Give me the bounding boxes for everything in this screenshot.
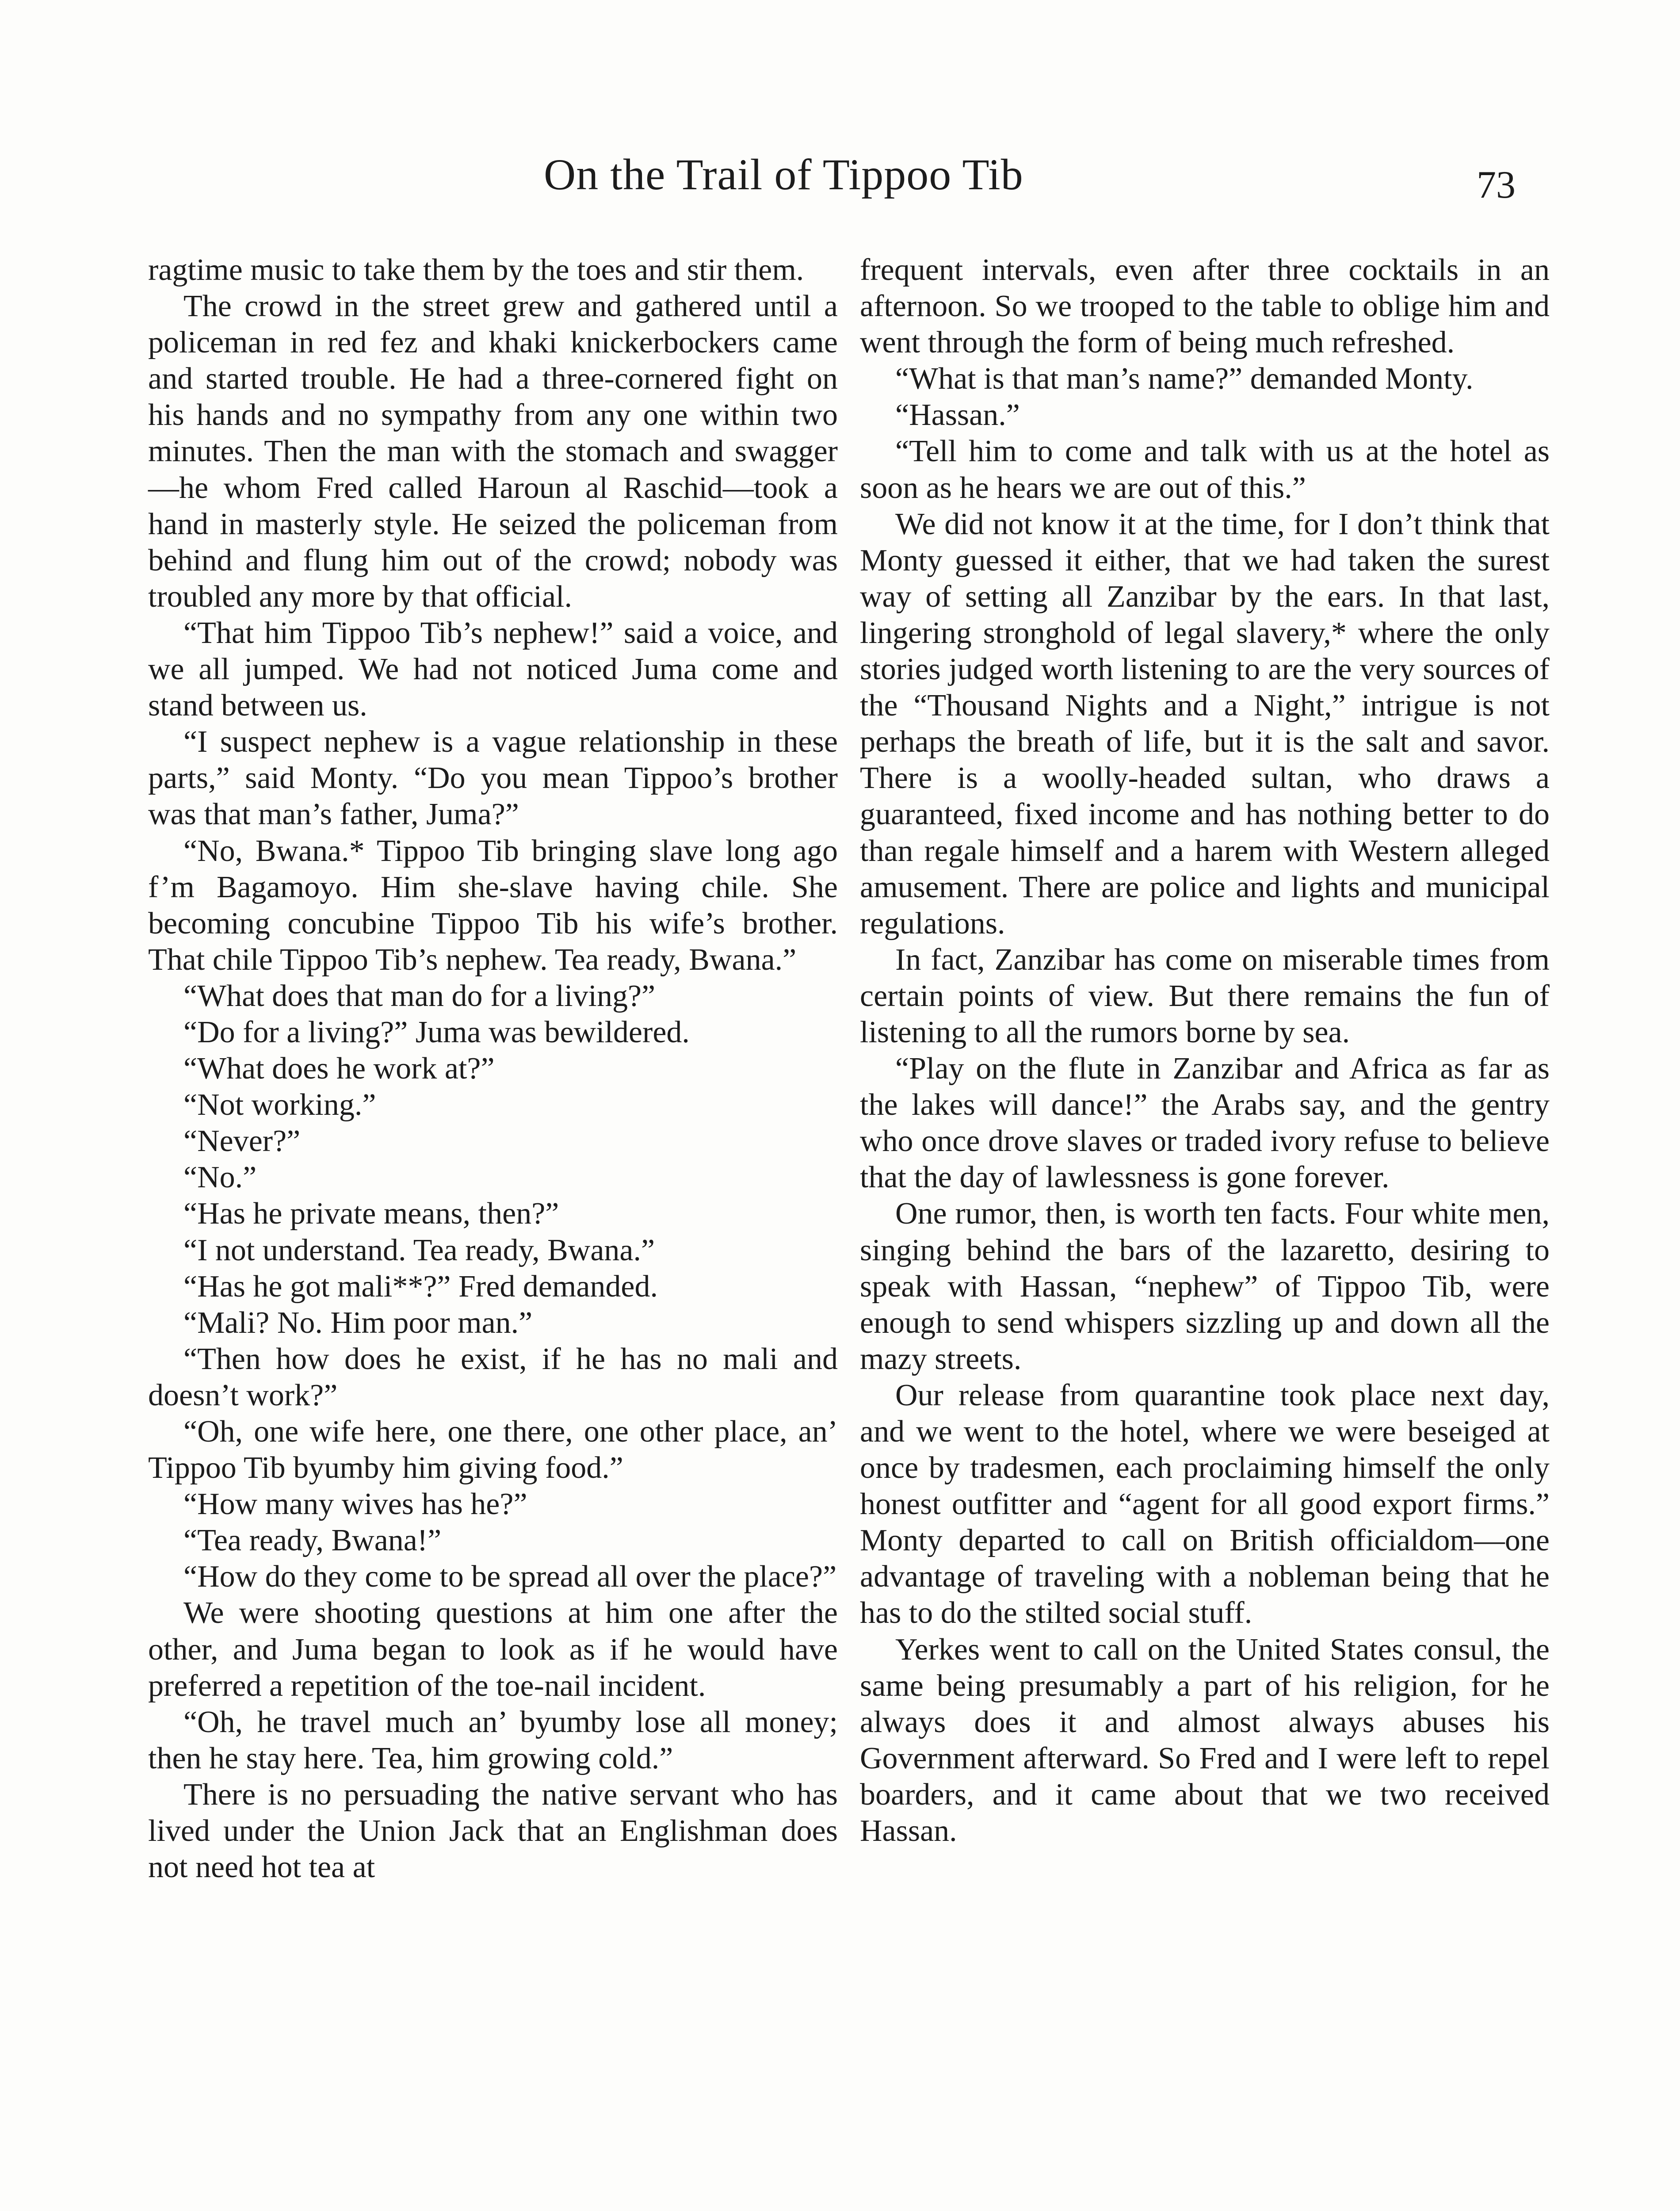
paragraph: We were shooting questions at him one after the other, and Juma began to look as if he would have preferred a repetition of the toe-nail incident. [148,1596,838,1703]
paragraph: Yerkes went to call on the United States consul, the same being presumably a part of his religion, for he always does it and almost always abuses his Government afterward. So Fred and I were left to repel boarders, and it came about that we two received Hassan. [860,1632,1550,1848]
page-number: 73 [1477,164,1516,207]
paragraph: frequent intervals, even after three cocktails in an afternoon. So we trooped to the table to oblige him and went through the form of being much refreshed. [860,253,1550,360]
paragraph: One rumor, then, is worth ten facts. Four white men, singing behind the bars of the lazaretto, desiring to speak with Hassan, “nephew” of Tippoo Tib, were enough to send whispers sizzling up and down all the mazy streets. [860,1197,1550,1376]
paragraph: “Then how does he exist, if he has no mali and doesn’t work?” [148,1342,838,1412]
paragraph: “Play on the flute in Zanzibar and Africa as far as the lakes will dance!” the Arabs say, and the gentry who once drove slaves or traded ivory refuse to believe that the day of lawlessness is gone forever. [860,1052,1550,1195]
paragraph: “Oh, one wife here, one there, one other place, an’ Tippoo Tib byumby him giving food.” [148,1415,838,1485]
running-title: On the Trail of Tippoo Tib [544,150,1023,199]
paragraph: There is no persuading the native servant who has lived under the Union Jack that an Englishman does not need hot tea at [148,1777,838,1885]
paragraph: “Has he got mali**?” Fred demanded. [183,1269,658,1304]
paragraph: “Mali? No. Him poor man.” [183,1305,533,1340]
paragraph: “No.” [183,1160,257,1195]
paragraph: “Has he private means, then?” [183,1197,559,1231]
paragraph: “How many wives has he?” [183,1487,527,1522]
paragraph: “Do for a living?” Juma was bewildered. [183,1015,690,1049]
paragraph: “That him Tippoo Tib’s nephew!” said a voice, and we all jumped. We had not noticed Juma come and stand between us. [148,616,838,723]
paragraph: In fact, Zanzibar has come on miserable times from certain points of view. But there remains the fun of listening to all the rumors borne by sea. [860,942,1550,1049]
right-column [860,252,1550,1849]
paragraph: ragtime music to take them by the toes and stir them. [148,253,804,287]
paragraph: “What does that man do for a living?” [183,979,656,1013]
paragraph: “How do they come to be spread all over the place?” [183,1560,837,1594]
paragraph: “Not working.” [183,1088,376,1122]
paragraph: “Hassan.” [895,398,1020,432]
paragraph: We did not know it at the time, for I don’t think that Monty guessed it either, that we had taken the surest way of setting all Zanzibar by the ears. In that last, lingering stronghold of legal slavery,* where the only stories judged worth listening to are the very sources of the “Thousand Nights and a Night,” intrigue is not perhaps the breath of life, but it is the salt and savor. There is a woolly-headed sultan, who draws a guaranteed, fixed income and has nothing better to do than regale himself and a harem with Western alleged amusement. There are police and lights and municipal regulations. [860,507,1550,941]
left-column [148,252,838,1886]
paragraph: “Never?” [183,1124,301,1159]
paragraph: The crowd in the street grew and gathered until a policeman in red fez and khaki knickerbockers came and started trouble. He had a three-cornered fight on his hands and no sympathy from any one within two minutes. Then the man with the stomach and swagger—he whom Fred called Haroun al Raschid—took a hand in masterly style. He seized the policeman from behind and flung him out of the crowd; nobody was troubled any more by that official. [148,289,838,614]
paragraph: Our release from quarantine took place next day, and we went to the hotel, where we were beseiged at once by tradesmen, each proclaiming himself the only honest outfitter and “agent for all good export firms.” Monty departed to call on British officialdom—one advantage of traveling with a nobleman being that he has to do the stilted social stuff. [860,1378,1550,1630]
paragraph: “Tea ready, Bwana!” [183,1523,442,1558]
paragraph: “No, Bwana.* Tippoo Tib bringing slave long ago f’m Bagamoyo. Him she-slave having chile. She becoming concubine Tippoo Tib his wife’s brother. That chile Tippoo Tib’s nephew. Tea ready, Bwana.” [148,834,838,977]
paragraph: “I suspect nephew is a vague relationship in these parts,” said Monty. “Do you mean Tippoo’s brother was that man’s father, Juma?” [148,725,838,832]
paragraph: “I not understand. Tea ready, Bwana.” [183,1233,655,1267]
paragraph: “What is that man’s name?” demanded Monty. [895,362,1474,396]
paragraph: “Tell him to come and talk with us at the hotel as soon as he hears we are out of this.” [860,434,1550,505]
paragraph: “What does he work at?” [183,1052,495,1086]
paragraph: “Oh, he travel much an’ byumby lose all money; then he stay here. Tea, him growing cold.” [148,1705,838,1775]
